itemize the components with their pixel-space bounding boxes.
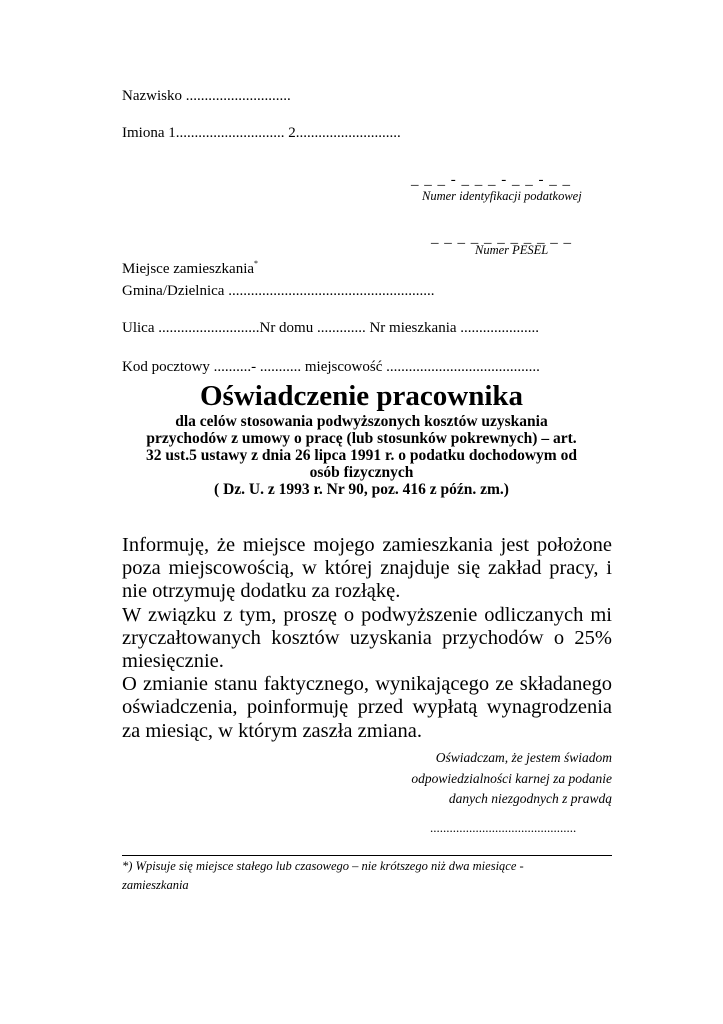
pesel-input[interactable]: _ _ _ _ _ _ _ _ _ _ _: [431, 230, 572, 246]
footnote-marker: *: [254, 259, 259, 268]
declaration-block: [300, 748, 612, 810]
subtitle-line: ( Dz. U. z 1993 r. Nr 90, poz. 416 z późn. zm.): [214, 481, 509, 498]
body-line: miesięcznie.: [122, 650, 224, 673]
nip-label: Numer identyfikacji podatkowej: [422, 189, 582, 203]
subtitle-line: dla celów stosowania podwyższonych kosztów uzyskania: [175, 413, 548, 430]
postal-code-field[interactable]: Kod pocztowy ..........- ........... miejscowość .........................................: [122, 359, 540, 375]
declaration-line: danych niezgodnych z prawdą: [448, 791, 612, 806]
declaration-line: Oświadczam, że jestem świadom: [435, 750, 612, 765]
statement-body: [122, 534, 612, 743]
declaration-line: odpowiedzialności karnej za podanie: [411, 770, 612, 786]
surname-field[interactable]: Nazwisko ............................: [122, 88, 291, 104]
subtitle-line: 32 ust.5 ustawy z dnia 26 lipca 1991 r. o podatku dochodowym od: [146, 447, 577, 464]
residence-label: Miejsce zamieszkania: [122, 261, 255, 277]
subtitle-line: osób fizycznych: [309, 464, 414, 481]
body-line: za miesiąc, w którym zaszła zmiana.: [122, 719, 422, 742]
body-line: poza miejscowością, w której znajduje się zakład pracy, i: [122, 557, 612, 580]
body-line: W związku z tym, proszę o podwyższenie odliczanych mi: [122, 603, 612, 626]
first-names-field[interactable]: Imiona 1............................. 2............................: [122, 125, 401, 141]
body-line: nie otrzymuję dodatku za rozłąkę.: [122, 580, 401, 603]
body-line: oświadczenia, poinformuję przed wypłatą wynagrodzenia: [122, 696, 612, 719]
street-field[interactable]: Ulica ...........................Nr domu ............. Nr mieszkania .....................: [122, 320, 540, 336]
footnote-divider: [122, 855, 612, 856]
body-line: O zmianie stanu faktycznego, wynikającego ze składanego: [122, 673, 612, 696]
document-title: Oświadczenie pracownika: [199, 380, 524, 412]
body-line: Informuję, że miejsce mojego zamieszkania jest położone: [122, 534, 612, 556]
municipality-field[interactable]: Gmina/Dzielnica .......................................................: [122, 283, 435, 299]
body-line: zryczałtowanych kosztów uzyskania przychodów o 25%: [122, 626, 612, 649]
footnote-line: zamieszkania: [122, 878, 189, 892]
footnote: [122, 857, 592, 895]
nip-input[interactable]: _ _ _ - _ _ _ - _ _ - _ _: [411, 172, 571, 188]
subtitle-line: przychodów z umowy o pracę (lub stosunków pokrewnych) – art.: [146, 430, 577, 447]
residence-heading: [122, 261, 258, 278]
document-subtitle: [110, 413, 613, 498]
signature-field[interactable]: .............................................: [430, 820, 577, 835]
footnote-line: *) Wpisuje się miejsce stałego lub czasowego – nie krótszego niż dwa miesiące -: [122, 859, 524, 873]
pesel-label: Numer PESEL: [475, 243, 549, 257]
